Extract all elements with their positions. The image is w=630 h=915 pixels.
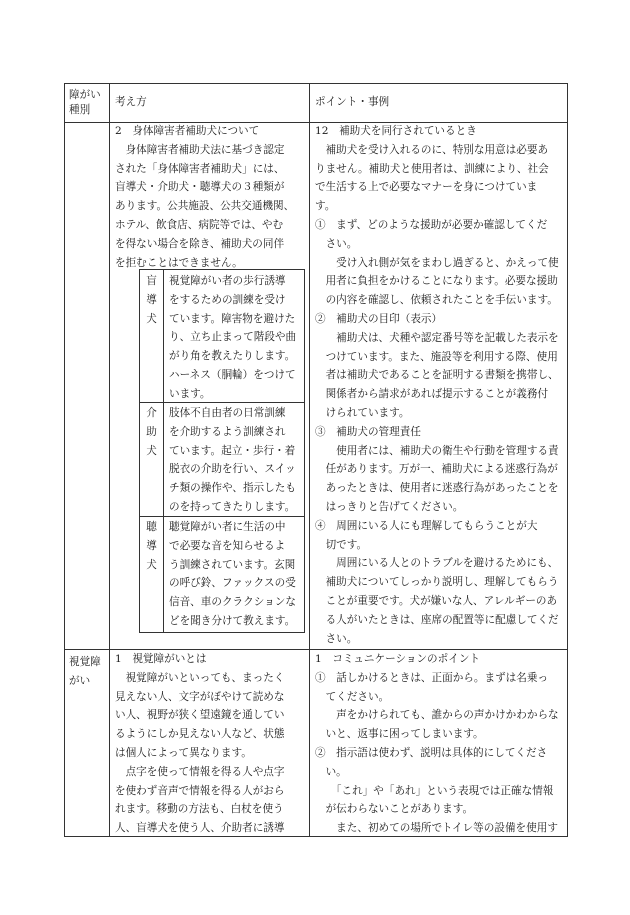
description-line: 視覚障がい者の歩行誘導 [169,275,286,287]
dog-type-description [169,518,296,631]
content-table [64,83,568,837]
point-text-line: 使用者には、補助犬の衛生や行動を管理する責 [315,444,559,457]
point-text-line: けられています。 [315,407,410,419]
point-text-line: 補助犬についてしっかり説明し、理解してもらう [315,576,559,589]
concept-text-line: 1 視覚障がいとは [115,653,207,665]
description-line: 脱衣の介助を行い、スイッ [169,463,296,476]
point-text-line: つけています。また、施設等を利用する際、使用 [315,350,558,363]
dog-type-char: 聴 [146,521,157,533]
inner-column-divider [163,270,164,632]
dog-type-char: 導 [146,293,157,306]
description-line: り、立ち止まって階段や曲 [169,331,297,344]
concept-text-line: 見えない人、文字がぼやけて読めな [115,690,285,703]
dog-type-char: 盲 [146,275,157,287]
point-text-line: 補助犬は、犬種や認定番号等を記載した表示を [315,331,559,344]
column-divider [109,84,110,836]
point-text-line: 切です。 [315,538,368,551]
point-text-line: 12 補助犬を同行されているとき [315,125,477,137]
description-line: の呼び鈴、ファックスの受 [169,577,296,590]
dog-type-char: 導 [146,539,157,552]
point-text-line: あったときは、使用者に迷惑行為があったことを [315,482,559,495]
concept-text-line: 視覚障がいといっても、まったく [115,671,285,684]
dog-type-description [169,404,296,517]
concept-text-line: れます。移動の方法も、白杖を使う [115,803,284,816]
point-text-line: が伝わらないことがあります。 [315,803,474,816]
description-line: どを聞き分けて教えます。 [169,614,296,627]
point-text-line: ④ 周囲にいる人にも理解してもらうことが大 [315,519,538,532]
description-line: のを持ってきたりします。 [169,500,296,513]
point-text-line: ① まず、どのような援助が必要か確認してくだ [315,219,548,231]
header-category: 障がい 種別 [69,89,101,116]
concept-text-line: を使わず音声で情報を得る人がおら [115,784,285,797]
description-line: で必要な音を知らせるよ [169,539,286,552]
dog-type-char: 助 [146,425,157,438]
point-text-line: 声をかけられても、誰からの声かけかわからな [315,709,559,722]
point-text-line: いと、返事に困ってしまいます。 [315,728,484,741]
dog-type-name [140,518,163,574]
point-text-line: 補助犬を受け入れるのに、特別な用意は必要あ [315,143,549,156]
description-line: 聴覚障がい者に生活の中 [169,521,286,533]
point-text-line: ② 指示語は使わず、説明は具体的にしてくださ [315,747,548,759]
concept-text-line: ホテル、飲食店、病院等では、やむ [115,219,284,231]
concept-text-line: 点字を使って情報を得る人や点字 [115,765,285,778]
point-text-line: す。 [315,200,336,213]
column-divider [309,84,310,836]
description-line: ています。起立・歩行・着 [169,444,296,457]
point-text-line: る人がいたときは、座席の配置等に配慮してくだ [315,613,559,626]
point-text-line: ② 補助犬の目印（表示） [315,313,443,325]
point-text-line: 受け入れ側が気をまわし過ぎると、かえって使 [315,256,559,269]
point-text-line: 用者に負担をかけることになります。必要な援助 [315,275,558,288]
assistance-dog-table [139,269,305,633]
dog-type-char: 犬 [146,558,157,571]
concept-text-line: 人、盲導犬を使う人、介助者に誘導 [115,822,285,835]
point-text-line: で生活する上で必要なマナーを身につけていま [315,181,538,194]
concept-text-line: された「身体障害者補助犬」には、 [115,162,285,175]
dog-type-name [140,272,163,328]
description-line: う訓練されています。玄関 [169,558,296,571]
dog-type-char: 介 [146,407,157,419]
section2-category: 視覚障 がい [69,656,101,687]
header-points: ポイント・事例 [315,96,390,108]
concept-text-line: を得ない場合を除き、補助犬の同伴 [115,237,285,250]
dog-type-char: 犬 [146,444,157,457]
concept-text-line: るようにしか見えない人など、状態 [115,728,285,741]
point-text-line: ことが重要です。犬が嫌いな人、アレルギーのあ [315,595,558,607]
dog-type-name [140,404,163,460]
point-text-line: 関係者から請求があれば提示することが義務付 [315,388,549,401]
description-line: ています。障害物を避けた [169,312,296,325]
concept-text-line: を拒むことはできません。 [115,256,243,269]
point-text-line: 任があります。万が一、補助犬による迷惑行為が [315,463,558,476]
point-text-line: ① 話しかけるときは、正面から。まずは名乗っ [315,671,549,684]
concept-text-line: 2 身体障害者補助犬について [115,125,260,137]
dog-type-description [169,272,296,404]
concept-text-line: あります。公共施設、公共交通機関、 [115,200,295,213]
point-text-line: 者は補助犬であることを証明する書類を携帯し、 [315,369,559,382]
dog-type-char: 犬 [146,312,157,325]
description-line: います。 [169,387,211,400]
point-text-line: 1 コミュニケーションのポイント [315,653,481,665]
description-line: がり角を教えたりします。 [169,350,296,363]
point-text-line: てください。 [315,690,390,703]
point-text-line: さい。 [315,632,358,645]
description-line: 肢体不自由者の日常訓練 [169,407,286,419]
point-text-line: の内容を確認し、依頼されたことを手伝います。 [315,294,558,307]
description-line: をするための訓練を受け [169,293,286,306]
concept-text-line: は個人によって異なります。 [115,747,252,759]
description-line: ハーネス（胴輪）をつけて [169,368,296,381]
point-text-line: 「これ」や「あれ」という表現では正確な情報 [315,784,554,797]
point-text-line: さい。 [315,237,358,250]
description-line: を介助するよう訓練され [169,425,286,438]
description-line: 信音、車のクラクションな [169,596,296,609]
description-line: チ類の操作や、指示したも [169,482,296,495]
point-text-line: 周囲にいる人とのトラブルを避けるためにも、 [315,557,559,570]
header-concept: 考え方 [115,96,147,108]
point-text-line: また、初めての場所でトイレ等の設備を使用す [315,822,558,835]
point-text-line: はっきりと告げてください。 [315,501,464,513]
point-text-line: りません。補助犬と使用者は、訓練により、社会 [315,162,549,175]
point-text-line: ③ 補助犬の管理責任 [315,425,421,438]
point-text-line: い。 [315,765,347,778]
concept-text-line: 盲導犬・介助犬・聴導犬の３種類が [115,181,285,194]
concept-text-line: い人、視野が狭く望遠鏡を通してい [115,709,285,722]
concept-text-line: 身体障害者補助犬法に基づき認定 [115,143,285,156]
